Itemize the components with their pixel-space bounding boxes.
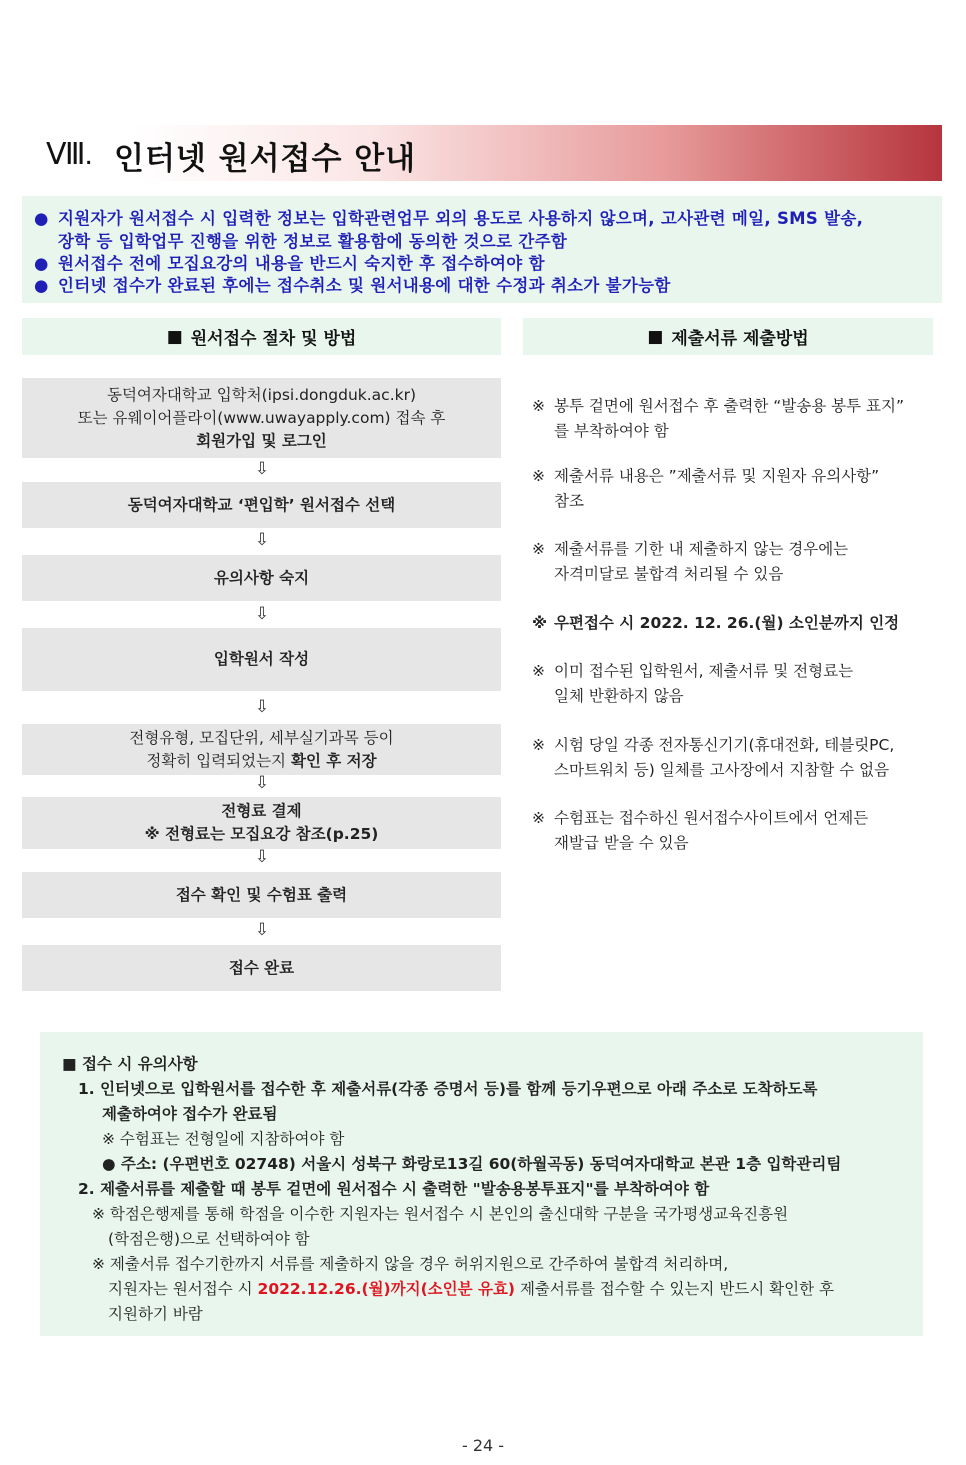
notice-line — [34, 250, 545, 274]
section-title-bar — [22, 125, 942, 181]
note-text: 우편접수 시 2022. 12. 26.(월) 소인분까지 인정 — [554, 614, 900, 632]
down-arrow-icon: ⇩ — [254, 604, 270, 624]
step-text: 동덕여자대학교 입학처(ipsi.dongduk.ac.kr) — [106, 385, 417, 404]
submission-note — [532, 733, 937, 783]
notice-box — [22, 196, 942, 303]
note-mark: ※ — [532, 662, 545, 680]
note-text: 스마트워치 등) 일체를 고사장에서 지참할 수 없음 — [554, 761, 890, 779]
bullet-icon: ● — [34, 276, 49, 295]
submission-note — [532, 806, 937, 856]
notice-line — [58, 228, 567, 252]
note-mark: ※ — [532, 736, 545, 754]
step-text: 또는 유웨이어플라이(www.uwayapply.com) 접속 후 — [77, 408, 446, 427]
note-text: 자격미달로 불합격 처리될 수 있음 — [554, 565, 784, 583]
square-icon: ■ — [166, 326, 183, 347]
note-text: 이미 접수된 입학원서, 제출서류 및 전형료는 — [554, 662, 854, 680]
procedure-header — [22, 318, 501, 355]
caution-note-text: 지원자는 원서접수 시 — [108, 1280, 258, 1298]
notice-text: 장학 등 입학업무 진행을 위한 정보로 활용함에 동의한 것으로 간주함 — [58, 232, 568, 251]
note-text: 봉투 겉면에 원서접수 후 출력한 “발송용 봉투 표지” — [554, 397, 905, 415]
step-text: 회원가입 및 로그인 — [196, 431, 327, 450]
step-text: 접수 확인 및 수험표 출력 — [175, 885, 348, 904]
page-number: - 24 - — [461, 1436, 505, 1455]
notice-line — [34, 205, 863, 229]
step-text: 입학원서 작성 — [213, 650, 310, 668]
down-arrow-icon: ⇩ — [254, 920, 270, 940]
step-print-ticket — [22, 872, 501, 918]
note-text: 수험표는 접수하신 원서접수사이트에서 언제든 — [554, 809, 869, 827]
caution-note: ※ 제출서류 접수기한까지 서류를 제출하지 않을 경우 허위지원으로 간주하여 불합격 처리하며, — [92, 1255, 729, 1273]
caution-box — [40, 1032, 923, 1336]
down-arrow-icon: ⇩ — [254, 773, 270, 793]
step-text — [146, 750, 376, 773]
step-text-bold: 확인 후 저장 — [290, 751, 377, 770]
step-text: 전형료 결제 — [221, 802, 302, 820]
step-text: 동덕여자대학교 ‘편입학’ 원서접수 선택 — [127, 495, 396, 514]
note-text: 재발급 받을 수 있음 — [554, 834, 689, 852]
note-text: 제출서류를 기한 내 제출하지 않는 경우에는 — [554, 540, 849, 558]
step-confirm-save — [22, 724, 501, 775]
step-payment — [22, 797, 501, 849]
caution-note: ※ 수험표는 전형일에 지참하여야 함 — [102, 1130, 345, 1148]
step-select — [22, 482, 501, 528]
procedure-header-label: 원서접수 절차 및 방법 — [190, 329, 357, 349]
caution-heading: ■ 접수 시 유의사항 — [62, 1055, 198, 1073]
caution-note: 지원하기 바람 — [108, 1305, 203, 1323]
page-title: 인터넷 원서접수 안내 — [114, 141, 417, 177]
notice-text: 원서접수 전에 모집요강의 내용을 반드시 숙지한 후 접수하여야 함 — [58, 254, 545, 273]
step-read-notes — [22, 555, 501, 601]
bullet-icon: ● — [34, 254, 49, 273]
submission-note — [532, 394, 937, 444]
caution-item: 2. 제출서류를 제출할 때 봉투 겉면에 원서접수 시 출력한 "발송용봉투표지"를 부착하여야 함 — [78, 1180, 710, 1198]
submission-note — [532, 464, 937, 514]
step-text-plain: 정확히 입력되었는지 — [146, 751, 291, 770]
step-text: 유의사항 숙지 — [213, 568, 310, 587]
section-number: Ⅷ. — [46, 138, 92, 171]
notice-text: 인터넷 접수가 완료된 후에는 접수취소 및 원서내용에 대한 수정과 취소가 불가능함 — [58, 276, 671, 295]
notice-line — [34, 272, 671, 296]
submission-header-label: 제출서류 제출방법 — [671, 329, 809, 349]
note-text: 일체 반환하지 않음 — [554, 687, 684, 705]
down-arrow-icon: ⇩ — [254, 847, 270, 867]
caution-note: ※ 학점은행제를 통해 학점을 이수한 지원자는 원서접수 시 본인의 출신대학 구분을 국가평생교육진흥원 — [92, 1205, 789, 1223]
note-mark: ※ — [532, 540, 545, 558]
down-arrow-icon: ⇩ — [254, 697, 270, 717]
submission-note — [532, 537, 937, 587]
note-mark: ※ — [532, 614, 548, 632]
square-icon: ■ — [647, 326, 664, 347]
down-arrow-icon: ⇩ — [254, 530, 270, 550]
step-text: 전형유형, 모집단위, 세부실기과목 등이 — [129, 728, 394, 747]
notice-text: 지원자가 원서접수 시 입력한 정보는 입학관련업무 외의 용도로 사용하지 않으며, 고사관련 메일, SMS 발송, — [58, 209, 864, 228]
note-mark: ※ — [532, 467, 545, 485]
step-complete — [22, 945, 501, 991]
note-text: 제출서류 내용은 ”제출서류 및 지원자 유의사항” — [554, 467, 880, 485]
submission-header — [523, 318, 933, 355]
step-text: ※ 전형료는 모집요강 참조(p.25) — [144, 825, 379, 843]
bullet-icon: ● — [34, 209, 49, 228]
caution-item: 1. 인터넷으로 입학원서를 접수한 후 제출서류(각종 증명서 등)를 함께 등기우편으로 아래 주소로 도착하도록 — [78, 1080, 818, 1098]
deadline-highlight: 2022.12.26.(월)까지(소인분 유효) — [257, 1280, 516, 1298]
submission-note-postmark — [532, 611, 937, 636]
step-text: 접수 완료 — [228, 958, 295, 977]
caution-note: (학점은행)으로 선택하여야 함 — [108, 1230, 310, 1248]
down-arrow-icon: ⇩ — [254, 459, 270, 479]
note-text: 시험 당일 각종 전자통신기기(휴대전화, 테블릿PC, — [554, 736, 895, 754]
step-login — [22, 378, 501, 458]
step-write-application — [22, 628, 501, 691]
caution-note — [108, 1277, 834, 1299]
submission-note — [532, 659, 937, 709]
note-text: 를 부착하여야 함 — [554, 422, 669, 440]
note-mark: ※ — [532, 397, 545, 415]
caution-note-text: 제출서류를 접수할 수 있는지 반드시 확인한 후 — [515, 1280, 834, 1298]
caution-address: ● 주소: (우편번호 02748) 서울시 성북구 화랑로13길 60(하월곡동) 동덕여자대학교 본관 1층 입학관리팀 — [102, 1155, 842, 1173]
note-text: 참조 — [554, 492, 584, 510]
caution-item: 제출하여야 접수가 완료됨 — [102, 1105, 278, 1123]
note-mark: ※ — [532, 809, 545, 827]
